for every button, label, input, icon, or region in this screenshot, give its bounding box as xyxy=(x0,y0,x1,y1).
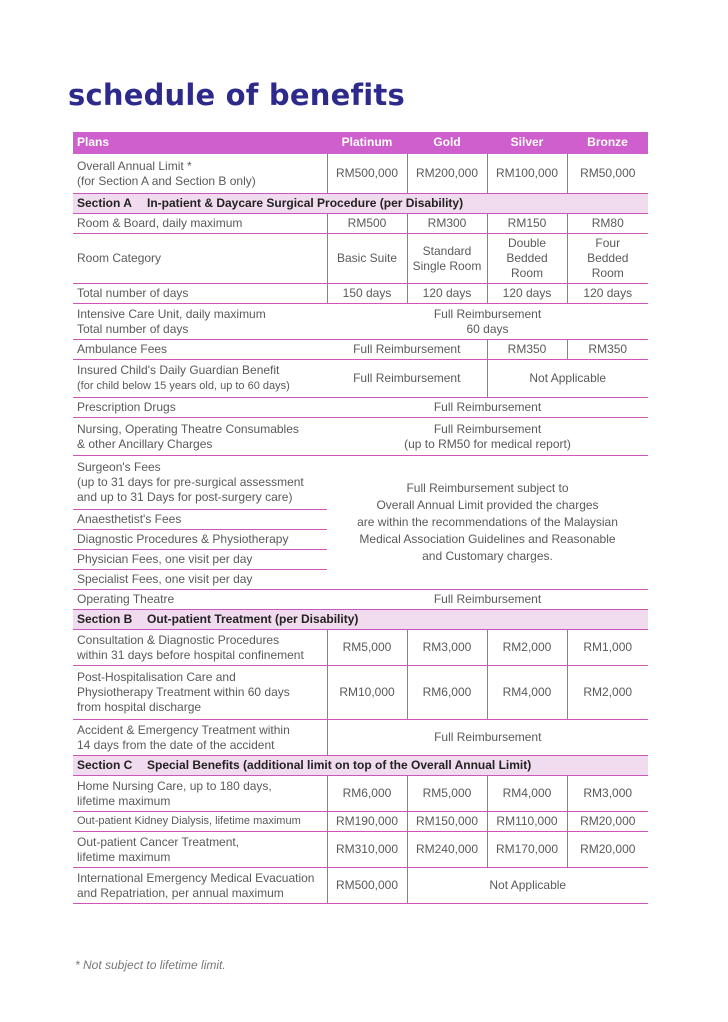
cell-silver: RM4,000 xyxy=(487,776,567,812)
row-label xyxy=(73,630,327,666)
cell-bronze: RM20,000 xyxy=(567,832,648,868)
cell-all-plans: Full Reimbursement xyxy=(327,720,648,756)
label-line: within 31 days before hospital confinement xyxy=(77,647,304,662)
cell-silver: RM150 xyxy=(487,214,567,234)
section-title: Out-patient Treatment (per Disability) xyxy=(147,612,359,626)
label-line: lifetime maximum xyxy=(77,849,171,864)
row-label: Ambulance Fees xyxy=(73,340,327,360)
cell-gold: RM150,000 xyxy=(407,812,487,832)
header-platinum: Platinum xyxy=(327,132,407,154)
note-line: are within the recommendations of the Malaysian xyxy=(357,515,618,529)
cell-line: Double xyxy=(507,236,547,250)
cell-line: (up to RM50 for medical report) xyxy=(404,436,571,451)
cell-platinum: RM310,000 xyxy=(327,832,407,868)
section-id: Section B xyxy=(77,612,133,626)
table-row xyxy=(73,630,648,666)
label-line: and Repatriation, per annual maximum xyxy=(77,885,284,900)
cell-silver: RM170,000 xyxy=(487,832,567,868)
cell-silver: RM110,000 xyxy=(487,812,567,832)
table-row xyxy=(73,418,648,456)
table-row xyxy=(73,868,648,904)
section-id: Section C xyxy=(77,758,133,772)
cell-platinum: RM190,000 xyxy=(327,812,407,832)
cell-platinum: RM500,000 xyxy=(327,154,407,194)
label-line: Total number of days xyxy=(77,321,189,336)
row-label: Room Category xyxy=(73,234,327,284)
table-header-row xyxy=(73,132,648,154)
table-row xyxy=(73,234,648,284)
cell-all-plans xyxy=(327,418,648,456)
table-row xyxy=(73,456,648,510)
header-bronze: Bronze xyxy=(567,132,648,154)
row-label xyxy=(73,418,327,456)
cell-all-plans: Full Reimbursement xyxy=(327,590,648,610)
cell-platinum: RM500,000 xyxy=(327,868,407,904)
row-label xyxy=(73,776,327,812)
row-label: Prescription Drugs xyxy=(73,398,327,418)
table-row xyxy=(73,812,648,832)
cell-other-plans: Not Applicable xyxy=(407,868,648,904)
label-line: Nursing, Operating Theatre Consumables xyxy=(77,421,299,436)
cell-all-plans xyxy=(327,304,648,340)
label-line: from hospital discharge xyxy=(77,700,202,714)
table-row xyxy=(73,720,648,756)
cell-gold: RM3,000 xyxy=(407,630,487,666)
cell-bronze: RM1,000 xyxy=(567,630,648,666)
label-line: Physiotherapy Treatment within 60 days xyxy=(77,685,290,699)
row-label xyxy=(73,868,327,904)
label-line: Overall Annual Limit * xyxy=(77,158,192,173)
label-line: (for child below 15 years old, up to 60 days) xyxy=(77,380,290,392)
note-line: Overall Annual Limit provided the charges xyxy=(376,498,599,512)
label-line: 14 days from the date of the accident xyxy=(77,737,275,752)
label-line: International Emergency Medical Evacuation xyxy=(77,870,315,885)
row-label: Total number of days xyxy=(73,284,327,304)
cell-bronze: 120 days xyxy=(567,284,648,304)
cell-gold: RM5,000 xyxy=(407,776,487,812)
table-row xyxy=(73,590,648,610)
cell-line: Full Reimbursement xyxy=(433,421,542,436)
cell-line: Four xyxy=(595,236,621,250)
row-label xyxy=(73,360,327,398)
row-label: Operating Theatre xyxy=(73,590,327,610)
cell-platinum: Basic Suite xyxy=(327,234,407,284)
cell-bronze xyxy=(567,234,648,284)
label-line: Intensive Care Unit, daily maximum xyxy=(77,306,266,321)
table-row xyxy=(73,360,648,398)
cell-line: 60 days xyxy=(466,321,509,336)
footnote: * Not subject to lifetime limit. xyxy=(75,958,226,972)
cell-silver: RM350 xyxy=(487,340,567,360)
section-b-header xyxy=(73,610,648,630)
header-silver: Silver xyxy=(487,132,567,154)
label-line: Surgeon's Fees xyxy=(77,460,161,474)
table-row xyxy=(73,214,648,234)
section-header-row xyxy=(73,610,648,630)
label-line: lifetime maximum xyxy=(77,793,171,808)
cell-gold: RM300 xyxy=(407,214,487,234)
table-row xyxy=(73,304,648,340)
section-title: Special Benefits (additional limit on top of the Overall Annual Limit) xyxy=(147,758,532,772)
table-row xyxy=(73,154,648,194)
section-id: Section A xyxy=(77,196,132,210)
section-c-header xyxy=(73,756,648,776)
cell-bronze: RM80 xyxy=(567,214,648,234)
cell-platinum: RM500 xyxy=(327,214,407,234)
cell-line: Bedded Room xyxy=(587,251,629,280)
label-line: Home Nursing Care, up to 180 days, xyxy=(77,778,272,793)
row-label xyxy=(73,832,327,868)
cell-gold: RM6,000 xyxy=(407,666,487,720)
cell-line: Bedded Room xyxy=(506,251,548,280)
note-line: Full Reimbursement subject to xyxy=(406,481,569,495)
cell-silver-bronze: Not Applicable xyxy=(487,360,648,398)
section-title: In-patient & Daycare Surgical Procedure (per Disability) xyxy=(147,196,464,210)
cell-fees-note xyxy=(327,456,648,590)
row-label: Room & Board, daily maximum xyxy=(73,214,327,234)
cell-gold xyxy=(407,234,487,284)
table-row xyxy=(73,776,648,812)
table-row xyxy=(73,666,648,720)
cell-bronze: RM3,000 xyxy=(567,776,648,812)
page-title: schedule of benefits xyxy=(68,78,405,112)
label-line: (for Section A and Section B only) xyxy=(77,173,256,188)
cell-platinum: RM6,000 xyxy=(327,776,407,812)
cell-all-plans: Full Reimbursement xyxy=(327,398,648,418)
row-label xyxy=(73,720,327,756)
cell-silver xyxy=(487,234,567,284)
cell-line: Standard xyxy=(422,243,472,258)
cell-bronze: RM50,000 xyxy=(567,154,648,194)
cell-bronze: RM350 xyxy=(567,340,648,360)
cell-platinum-gold: Full Reimbursement xyxy=(327,340,487,360)
table-row xyxy=(73,284,648,304)
row-label: Physician Fees, one visit per day xyxy=(73,550,327,570)
row-label: Diagnostic Procedures & Physiotherapy xyxy=(73,530,327,550)
cell-gold: 120 days xyxy=(407,284,487,304)
row-label xyxy=(73,456,327,510)
cell-line: Single Room xyxy=(412,258,482,273)
table-row xyxy=(73,398,648,418)
cell-silver: 120 days xyxy=(487,284,567,304)
note-line: and Customary charges. xyxy=(422,549,553,563)
row-label xyxy=(73,666,327,720)
label-line: & other Ancillary Charges xyxy=(77,436,213,451)
cell-silver: RM4,000 xyxy=(487,666,567,720)
benefits-table xyxy=(73,132,648,904)
label-line: Out-patient Cancer Treatment, xyxy=(77,834,240,849)
cell-gold: RM200,000 xyxy=(407,154,487,194)
label-line: Consultation & Diagnostic Procedures xyxy=(77,632,280,647)
note-line: Medical Association Guidelines and Reasonable xyxy=(359,532,616,546)
label-line: and up to 31 Days for post-surgery care) xyxy=(77,490,293,504)
section-a-header xyxy=(73,194,648,214)
label-line: Post-Hospitalisation Care and xyxy=(77,670,236,684)
row-label xyxy=(73,304,327,340)
header-plans: Plans xyxy=(73,132,327,154)
header-gold: Gold xyxy=(407,132,487,154)
cell-platinum: RM10,000 xyxy=(327,666,407,720)
label-line: Insured Child's Daily Guardian Benefit xyxy=(77,363,280,377)
section-header-row xyxy=(73,756,648,776)
row-label: Out-patient Kidney Dialysis, lifetime maximum xyxy=(73,812,327,832)
row-label xyxy=(73,154,327,194)
cell-gold: RM240,000 xyxy=(407,832,487,868)
cell-platinum-gold: Full Reimbursement xyxy=(327,360,487,398)
cell-silver: RM2,000 xyxy=(487,630,567,666)
row-label: Specialist Fees, one visit per day xyxy=(73,570,327,590)
cell-line: Full Reimbursement xyxy=(433,306,542,321)
row-label: Anaesthetist's Fees xyxy=(73,510,327,530)
cell-bronze: RM20,000 xyxy=(567,812,648,832)
cell-platinum: RM5,000 xyxy=(327,630,407,666)
table-row xyxy=(73,340,648,360)
label-line: Accident & Emergency Treatment within xyxy=(77,722,290,737)
table-row xyxy=(73,832,648,868)
cell-bronze: RM2,000 xyxy=(567,666,648,720)
section-header-row xyxy=(73,194,648,214)
cell-silver: RM100,000 xyxy=(487,154,567,194)
cell-platinum: 150 days xyxy=(327,284,407,304)
label-line: (up to 31 days for pre-surgical assessment xyxy=(77,475,304,489)
